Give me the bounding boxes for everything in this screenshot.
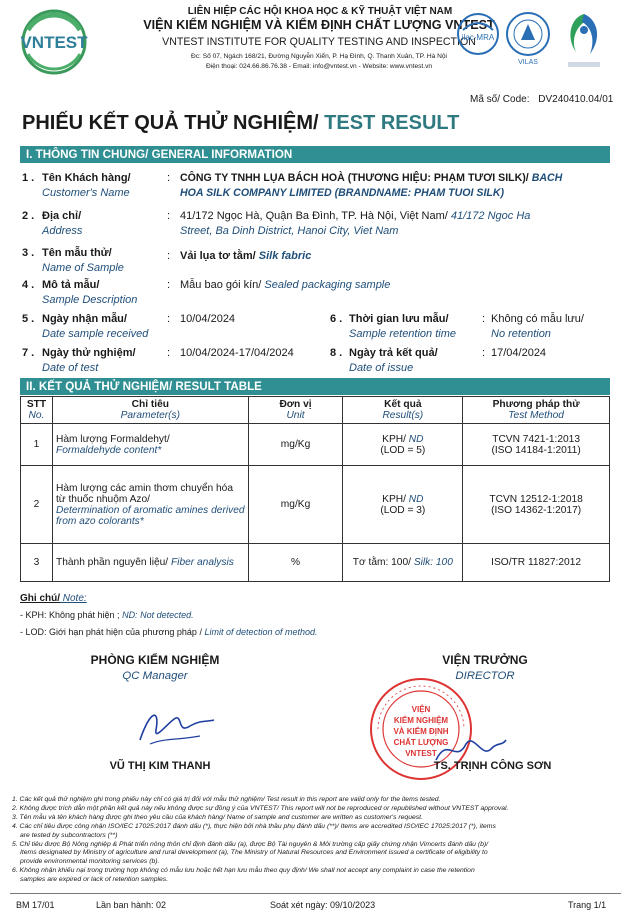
svg-text:VIỆN: VIỆN	[411, 705, 431, 714]
retention-label-en: Sample retention time	[349, 328, 456, 340]
director-title-vi: VIỆN TRƯỞNG	[442, 653, 528, 667]
row-no: 1	[21, 424, 53, 466]
institute-contact: Điện thoại: 024.66.86.76.38 - Email: info@vntest.vn - Website: www.vntest.vn	[205, 63, 433, 70]
footnote-line: 5. Chỉ tiêu được Bộ Nông nghiệp & Phát triển nông thôn chỉ định đánh dấu (a), được Bộ Tài nguyên & Môi trường cấp giấy chứng nhận Vimcerts đánh dấu (b)/	[12, 840, 489, 848]
table-row	[21, 466, 610, 544]
title-en: TEST RESULT	[318, 112, 460, 134]
col-header-no: STT No.	[21, 397, 53, 424]
institute-address: Đc: Số 07, Ngách 168/21, Đường Nguyễn Xiển, P. Hạ Đình, Q. Thanh Xuân, TP. Hà Nội	[190, 53, 448, 60]
issue-date-label: Ngày trả kết quả/	[349, 347, 438, 359]
received-value: 10/04/2024	[180, 313, 236, 325]
sample-name-num: 3 .	[22, 247, 35, 259]
description-label-en: Sample Description	[42, 294, 138, 306]
retention-num: 6 .	[330, 313, 343, 325]
footnote-line: samples are expired or lack of retention samples.	[20, 876, 169, 884]
code-value: DV240410.04/01	[538, 94, 614, 105]
received-num: 5 .	[22, 313, 35, 325]
retention-label: Thời gian lưu mẫu/	[349, 313, 449, 325]
footnote-line: 2. Không được trích dẫn một phần kết quả này nếu không được sự đồng ý của VNTEST/ This report will not be reproduced or republished without VNTEST approval.	[12, 804, 509, 812]
row-parameter: Hàm lượng các amin thơm chuyển hóa từ thuốc nhuộm Azo/ Determination of aromatic amines derived from azo colorants*	[52, 466, 248, 544]
footer-divider	[10, 893, 621, 894]
address-num: 2 .	[22, 210, 35, 222]
row-no: 3	[21, 544, 53, 582]
issue-date-label-en: Date of issue	[349, 362, 414, 374]
qc-manager-name: VŨ THỊ KIM THANH	[109, 760, 211, 772]
qc-signature	[130, 700, 220, 750]
row-method: TCVN 12512-1:2018 (ISO 14362-1:2017)	[463, 466, 610, 544]
footnote-line: are tested by subcontractors (**)	[20, 831, 118, 839]
address-label: Địa chỉ/	[42, 210, 82, 222]
footnote-line: 3. Tên mẫu và tên khách hàng được ghi theo yêu cầu của khách hàng/ Name of sample and customer are written as customer's request.	[12, 813, 423, 821]
header-line1: LIÊN HIỆP CÁC HỘI KHOA HỌC & KỸ THUẬT VIỆT NAM	[187, 6, 453, 17]
address-value-en: Street, Ba Dinh District, Hanoi City, Viet Nam	[180, 225, 399, 237]
code-label: Mã số/ Code:	[470, 94, 530, 105]
row-unit: %	[248, 544, 343, 582]
document-code	[470, 94, 613, 105]
footnote-line: 4. Các chỉ tiêu được công nhận ISO/IEC 17025:2017 đánh dấu (*), thực hiện bởi nhà thầu phụ đánh dấu (**)/ Items are accredited ISO/IEC 17025:2017 (*), items	[12, 822, 496, 830]
row-result: KPH/ ND (LOD = 5)	[343, 424, 463, 466]
row-result: KPH/ ND (LOD = 3)	[343, 466, 463, 544]
svg-text:KIỂM NGHIỆM: KIỂM NGHIỆM	[393, 716, 449, 725]
svg-text:ilac-MRA: ilac-MRA	[461, 33, 495, 42]
sample-name-label-en: Name of Sample	[42, 262, 124, 274]
customer-label-en: Customer's Name	[42, 187, 130, 199]
table-row	[21, 544, 610, 582]
issue-date-num: 8 .	[330, 347, 343, 359]
test-date-num: 7 .	[22, 347, 35, 359]
retention-value-en: No retention	[491, 328, 551, 340]
institute-name-en: VNTEST INSTITUTE FOR QUALITY TESTING AND INSPECTION	[162, 36, 476, 48]
qc-dept-title: PHÒNG KIỂM NGHIỆM	[90, 653, 220, 667]
qc-manager-title: QC Manager	[122, 670, 188, 682]
row-method: ISO/TR 11827:2012	[463, 544, 610, 582]
footnote-line: 6. Không nhận khiếu nại trong trường hợp không có mẫu lưu hoặc hết hạn lưu mẫu theo quy định/ We shall not accept any complaint in case the retention	[12, 867, 475, 875]
footnote-line: Items designated by Ministry of agriculture and rural development (a), The Ministry of Natural Resources and Environment issued a certificate of eligibility to	[20, 849, 488, 857]
col-header-parameter: Chỉ tiêu Parameter(s)	[52, 397, 248, 424]
received-label: Ngày nhận mẫu/	[42, 313, 127, 325]
row-result: Tơ tằm: 100/ Silk: 100	[343, 544, 463, 582]
svg-text:VÀ KIỂM ĐỊNH: VÀ KIỂM ĐỊNH	[393, 727, 449, 736]
note-lod: - LOD: Giới hạn phát hiện của phương pháp / Limit of detection of method.	[20, 627, 318, 637]
test-date-label-en: Date of test	[42, 362, 99, 374]
section-result-table-header: II. KẾT QUẢ THỬ NGHIỆM/ RESULT TABLE	[20, 378, 610, 395]
note-kph: - KPH: Không phát hiện ; ND: Not detected.	[20, 610, 194, 620]
address-label-en: Address	[42, 225, 83, 237]
row-unit: mg/Kg	[248, 466, 343, 544]
table-header-row	[21, 397, 610, 424]
form-code: BM 17/01	[16, 900, 55, 910]
sample-name-value: Vải lụa tơ tằm/ Silk fabric	[180, 250, 312, 262]
title-vi: PHIẾU KẾT QUẢ THỬ NGHIỆM/	[22, 112, 319, 134]
row-parameter: Hàm lượng Formaldehyt/ Formaldehyde content*	[52, 424, 248, 466]
footnote-line: provide environmental monitoring services (b).	[20, 858, 160, 866]
notes-title: Ghi chú/ Note:	[20, 593, 87, 604]
vntest-logo-text: VNTEST	[20, 33, 88, 52]
row-method: TCVN 7421-1:2013 (ISO 14184-1:2011)	[463, 424, 610, 466]
sample-name-label: Tên mẫu thử/	[42, 247, 112, 259]
row-unit: mg/Kg	[248, 424, 343, 466]
col-header-unit: Đơn vị Unit	[248, 397, 343, 424]
row-no: 2	[21, 466, 53, 544]
customer-value-en: HOA SILK COMPANY LIMITED (BRANDNAME: PHAM TUOI SILK)	[180, 187, 505, 199]
vilas-accreditation-badge	[504, 10, 552, 72]
col-header-method: Phương pháp thử Test Method	[463, 397, 610, 424]
footnote-line: 1. Các kết quả thử nghiệm ghi trong phiếu này chỉ có giá trị đối với mẫu thử nghiệm/ Test result in this report are valid only for the items tested.	[12, 796, 441, 803]
description-value: Mẫu bao gói kín/ Sealed packaging sample	[180, 279, 391, 291]
customer-num: 1 .	[22, 172, 35, 184]
customer-value: CÔNG TY TNHH LỤA BÁCH HOÀ (THƯƠNG HIỆU: PHẠM TƯƠI SILK)/ BACH	[180, 172, 563, 184]
vntest-logo	[14, 8, 94, 76]
svg-text:VNTEST: VNTEST	[405, 749, 437, 758]
svg-text:CHẤT LƯỢNG: CHẤT LƯỢNG	[393, 738, 449, 747]
section-general-info-header: I. THÔNG TIN CHUNG/ GENERAL INFORMATION	[20, 146, 610, 163]
received-label-en: Date sample received	[42, 328, 149, 340]
ilac-mra-badge	[455, 10, 501, 70]
page-number: Trang 1/1	[568, 900, 607, 910]
director-title-en: DIRECTOR	[455, 670, 515, 682]
test-date-label: Ngày thử nghiệm/	[42, 347, 136, 359]
director-name: TS. TRỊNH CÔNG SƠN	[433, 760, 552, 772]
result-table	[20, 396, 610, 582]
description-num: 4 .	[22, 279, 35, 291]
test-date-value: 10/04/2024-17/04/2024	[180, 347, 294, 359]
address-value: 41/172 Ngọc Hà, Quận Ba Đình, TP. Hà Nội, Việt Nam/ 41/172 Ngoc Ha	[180, 210, 531, 222]
review-date: Soát xét ngày: 09/10/2023	[270, 900, 376, 910]
description-label: Mô tả mẫu/	[42, 279, 100, 291]
customer-label: Tên Khách hàng/	[42, 172, 131, 184]
vimcerts-badge-icon	[558, 8, 610, 72]
col-header-result: Kết quả Result(s)	[343, 397, 463, 424]
footnotes	[12, 796, 619, 885]
issue-date-value: 17/04/2024	[491, 347, 547, 359]
table-row	[21, 424, 610, 466]
institute-name-vi: VIỆN KIỂM NGHIỆM VÀ KIỂM ĐỊNH CHẤT LƯỢNG VNTEST	[143, 18, 495, 32]
retention-value: Không có mẫu lưu/	[491, 313, 584, 325]
page-title	[22, 112, 459, 135]
issue-number: Lần ban hành: 02	[96, 900, 167, 910]
svg-text:VILAS: VILAS	[518, 59, 538, 66]
row-parameter: Thành phần nguyên liệu/ Fiber analysis	[52, 544, 248, 582]
